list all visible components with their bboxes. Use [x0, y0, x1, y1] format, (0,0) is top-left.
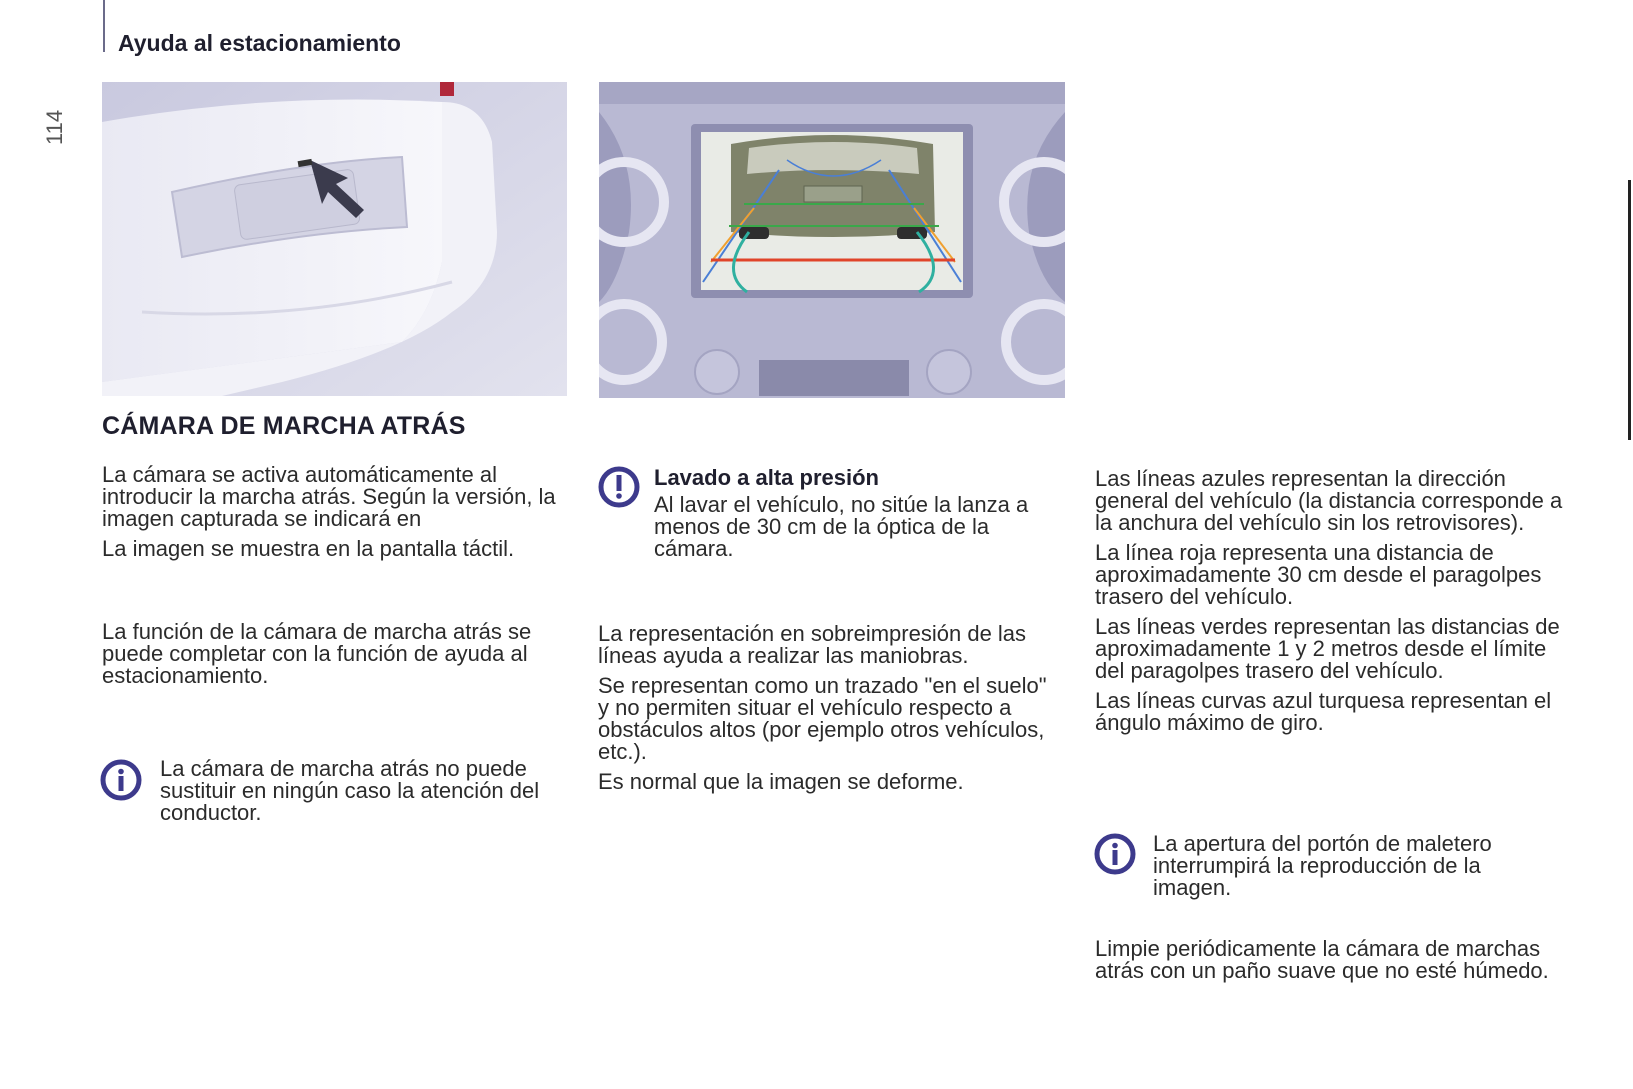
tailgate-camera-photo: [102, 82, 567, 396]
col3-paragraph-4: Las líneas curvas azul turquesa representan el ángulo máximo de giro.: [1095, 688, 1552, 735]
info-icon: [99, 758, 143, 802]
col2-paragraph-2: Se representan como un trazado "en el suelo" y no permiten situar el vehículo respecto a obstáculos altos (por ejemplo otros vehículos, etc.).: [598, 673, 1047, 764]
warning-text: Al lavar el vehículo, no sitúe la lanza a menos de 30 cm de la óptica de la cámara.: [654, 492, 1029, 561]
col2-paragraph-1: La representación en sobreimpresión de las líneas ayuda a realizar las maniobras.: [598, 621, 1027, 668]
page-number: 114: [42, 109, 67, 145]
col3-info-note: La apertura del portón de maletero interrumpirá la reproducción de la imagen.: [1153, 831, 1492, 900]
col3-paragraph-2: La línea roja representa una distancia de aproximadamente 30 cm desde el paragolpes trasero del vehículo.: [1095, 540, 1542, 609]
col1-info-note: La cámara de marcha atrás no puede sustituir en ningún caso la atención del conductor.: [160, 756, 540, 825]
col3-paragraph-3: Las líneas verdes representan las distancias de aproximadamente 1 y 2 metros desde el límite del paragolpes trasero del vehículo.: [1095, 614, 1560, 683]
col3-paragraph-1: Las líneas azules representan la dirección general del vehículo (la distancia corresponde a la anchura del vehículo sin los retrovisores).: [1095, 466, 1563, 535]
main-heading: CÁMARA DE MARCHA ATRÁS: [102, 412, 466, 440]
column-2-text: [598, 623, 1048, 801]
column-3-text: [1095, 468, 1565, 742]
col1-paragraph-3: La función de la cámara de marcha atrás se puede completar con la función de ayuda al estacionamiento.: [102, 619, 532, 688]
touchscreen-camera-view-photo: [599, 82, 1065, 398]
section-title: Ayuda al estacionamiento: [118, 30, 401, 56]
col3-paragraph-5: Limpie periódicamente la cámara de marchas atrás con un paño suave que no esté húmedo.: [1095, 936, 1549, 983]
col1-paragraph-2: La imagen se muestra en la pantalla táctil.: [102, 536, 515, 561]
col1-paragraph-1: La cámara se activa automáticamente al introducir la marcha atrás. Según la versión, la imagen capturada se indicará en: [102, 462, 556, 531]
column-1-text: [102, 464, 572, 568]
warning-title: Lavado a alta presión: [654, 465, 879, 490]
warning-icon: [597, 465, 641, 509]
page-edge-mark: [1628, 180, 1631, 440]
col2-paragraph-3: Es normal que la imagen se deforme.: [598, 769, 964, 794]
info-icon: [1093, 832, 1137, 876]
header-rule: [103, 0, 105, 52]
